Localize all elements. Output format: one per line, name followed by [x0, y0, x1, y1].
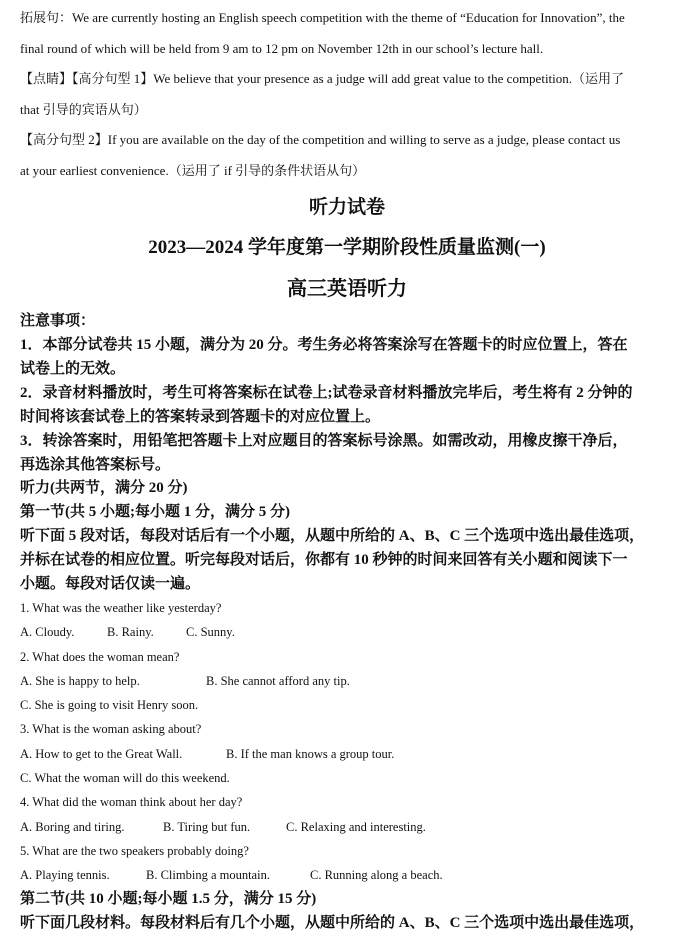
question-options: [20, 620, 674, 644]
section1-instruction: 小题。每段对话仅读一遍。: [20, 576, 201, 592]
section2-heading: 第二节(共 10 小题;每小题 1.5 分，满分 15 分): [20, 890, 317, 907]
paper-title: 听力试卷: [308, 197, 385, 218]
section1-instruction: 并标在试卷的相应位置。听完每段对话后，你都有 10 秒钟的时间来回答有关小题和阅读下一: [20, 552, 628, 568]
option-b: B. Climbing a mountain.: [146, 868, 270, 883]
intro-line: 【高分句型 2】If you are available on the day of the competition and willing to serve as a judge, please contact us: [20, 132, 621, 147]
exam-title: 2023—2024 学年度第一学期阶段性质量监测(一): [148, 237, 546, 258]
option-a: A. Cloudy.: [20, 625, 75, 640]
intro-block: [20, 0, 674, 186]
notice-line: 2．录音材料播放时，考生可将答案标在试卷上;试卷录音材料播放完毕后，考生将有 2 分钟的: [20, 385, 633, 401]
question-options: [20, 742, 674, 766]
notice-heading: 注意事项：: [20, 313, 96, 329]
section1-instruction: 听下面 5 段对话，每段对话后有一个小题，从题中所给的 A、B、C 三个选项中选出最佳选项，: [20, 528, 645, 544]
option-c: C. Relaxing and interesting.: [286, 819, 426, 834]
question-stem: 2. What does the woman mean?: [20, 649, 180, 664]
question-stem: 5. What are the two speakers probably doing?: [20, 843, 249, 858]
option-c: C. She is going to visit Henry soon.: [20, 698, 199, 713]
intro-line: 【点睛】【高分句型 1】We believe that your presence as a judge will add great value to the competition.（运用了: [20, 71, 625, 86]
section1-heading: 第一节(共 5 小题;每小题 1 分，满分 5 分): [20, 503, 290, 520]
question-options: [20, 815, 674, 839]
option-b: B. Tiring but fun.: [163, 819, 251, 834]
option-c: C. Sunny.: [186, 625, 235, 640]
intro-line: 拓展句：We are currently hosting an English speech competition with the theme of “Education for Innovation”, the: [20, 10, 625, 25]
option-b: B. Rainy.: [107, 625, 154, 640]
option-a: A. How to get to the Great Wall.: [20, 746, 183, 761]
notice-line: 试卷上的无效。: [20, 361, 126, 377]
question-stem: 3. What is the woman asking about?: [20, 722, 202, 737]
option-c: C. What the woman will do this weekend.: [20, 771, 230, 786]
notice-line: 再选涂其他答案标号。: [20, 457, 171, 473]
option-c: C. Running along a beach.: [310, 868, 443, 883]
question-options: [20, 669, 674, 693]
option-a: A. Boring and tiring.: [20, 819, 125, 834]
listening-heading: 听力(共两节，满分 20 分): [20, 480, 188, 496]
question-options: [20, 863, 674, 887]
question-options: [20, 693, 674, 717]
intro-line: that 引导的宾语从句）: [20, 101, 147, 117]
option-a: A. Playing tennis.: [20, 868, 110, 883]
subject-title: 高三英语听力: [287, 278, 407, 300]
intro-line: final round of which will be held from 9 am to 12 pm on November 12th in our school’s lecture hall.: [20, 40, 544, 56]
notice-line: 3．转涂答案时，用铅笔把答题卡上对应题目的答案标号涂黑。如需改动，用橡皮擦干净后，: [20, 433, 628, 449]
intro-line: at your earliest convenience.（运用了 if 引导的条件状语从句）: [20, 162, 366, 178]
section2-instruction: 听下面几段材料。每段材料后有几个小题，从题中所给的 A、B、C 三个选项中选出最佳选项，: [20, 915, 645, 932]
question-options: [20, 766, 674, 790]
notice-line: 1．本部分试卷共 15 小题，满分为 20 分。考生务必将答案涂写在答题卡的时应位置上，答在: [20, 337, 628, 353]
option-a: A. She is happy to help.: [20, 673, 140, 688]
notice-block: [20, 309, 674, 477]
notice-line: 时间将该套试卷上的答案转录到答题卡的对应位置上。: [20, 409, 381, 425]
option-b: B. If the man knows a group tour.: [226, 746, 395, 761]
question-stem: 4. What did the woman think about her day?: [20, 795, 243, 810]
question-stem: 1. What was the weather like yesterday?: [20, 601, 222, 615]
option-b: B. She cannot afford any tip.: [206, 673, 350, 688]
